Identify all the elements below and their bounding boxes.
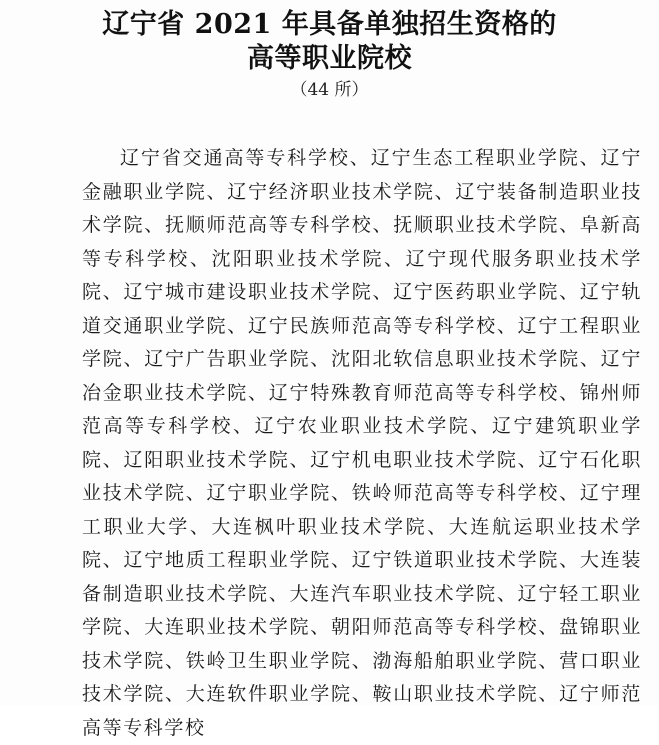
document-title-line1: 辽宁省 2021 年具备单独招生资格的 bbox=[102, 9, 557, 40]
document-title-line2: 高等职业院校 bbox=[247, 43, 412, 74]
school-count: （44 所） bbox=[290, 80, 369, 100]
school-list-paragraph: 辽宁省交通高等专科学校、辽宁生态工程职业学院、辽宁金融职业学院、辽宁经济职业技术学院、辽宁装备制造职业技术学院、抚顺师范高等专科学校、抚顺职业技术学院、阜新高等专科学校、沈阳职业技术学院、辽宁现代服务职业技术学院、辽宁城市建设职业技术学院、辽宁医药职业学院、辽宁轨道交通职业学院、辽宁民族师范高等专科学校、辽宁工程职业学院、辽宁广告职业学院、沈阳北软信息职业技术学院、辽宁冶金职业技术学院、辽宁特殊教育师范高等专科学校、锦州师范高等专科学校、辽宁农业职业技术学院、辽宁建筑职业学院、辽阳职业技术学院、辽宁机电职业技术学院、辽宁石化职业技术学院、辽宁职业学院、铁岭师范高等专科学校、辽宁理工职业大学、大连枫叶职业技术学院、大连航运职业技术学院、辽宁地质工程职业学院、辽宁铁道职业技术学院、大连装备制造职业技术学院、大连汽车职业技术学院、辽宁轻工职业学院、大连职业技术学院、朝阳师范高等专科学校、盘锦职业技术学院、铁岭卫生职业学院、渤海船舶职业学院、营口职业技术学院、大连软件职业学院、鞍山职业技术学院、辽宁师范高等专科学校 bbox=[82, 147, 642, 739]
